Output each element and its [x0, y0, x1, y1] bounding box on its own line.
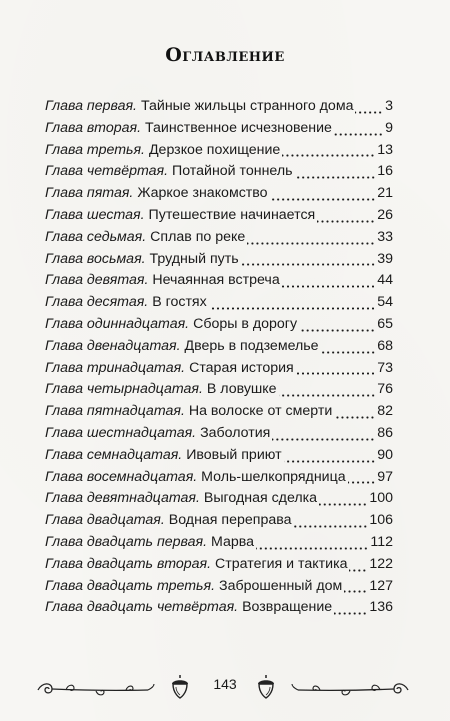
chapter-title: Стратегия и тактика [215, 555, 348, 572]
chapter-number: Глава пятнадцатая. [45, 403, 185, 420]
dot-leader [321, 340, 376, 354]
chapter-title: Сплав по реке [150, 228, 246, 245]
dot-leader [209, 296, 376, 310]
dot-leader [317, 209, 375, 223]
toc-entry [45, 597, 393, 619]
chapter-title: Возвращение [242, 599, 333, 616]
dot-leader [295, 165, 376, 179]
dot-leader [334, 122, 383, 136]
chapter-title: На волоске от смерти [188, 403, 333, 420]
toc-entry [45, 532, 393, 554]
chapter-page-number: 16 [377, 163, 393, 180]
chapter-number: Глава девятая. [45, 272, 149, 289]
chapter-page-number: 127 [369, 577, 393, 594]
dot-leader [256, 536, 368, 550]
dot-leader [284, 449, 376, 463]
dot-leader [294, 514, 368, 528]
chapter-title: Путешествие начинается [148, 206, 316, 223]
dot-leader [348, 470, 376, 484]
chapter-title: В ловушке [206, 381, 277, 398]
dot-leader [319, 492, 367, 506]
chapter-page-number: 9 [385, 119, 393, 136]
chapter-title: Дверь в подземелье [184, 337, 319, 354]
toc-entry [45, 510, 393, 532]
chapter-number: Глава восьмая. [45, 250, 146, 267]
dot-leader [282, 143, 375, 157]
toc-entry [45, 96, 393, 118]
toc-entry [45, 270, 393, 292]
chapter-title: Трудный путь [149, 250, 239, 267]
toc-entry [45, 467, 393, 489]
toc-entry [45, 205, 393, 227]
toc-entry [45, 118, 393, 140]
dot-leader [241, 252, 376, 266]
dot-leader [334, 405, 375, 419]
chapter-page-number: 97 [377, 468, 393, 485]
chapter-page-number: 54 [377, 294, 393, 311]
chapter-page-number: 90 [377, 446, 393, 463]
chapter-page-number: 21 [377, 185, 393, 202]
chapter-page-number: 136 [369, 599, 393, 616]
chapter-number: Глава двадцать третья. [45, 577, 216, 594]
chapter-page-number: 39 [377, 250, 393, 267]
toc-entry [45, 314, 393, 336]
dot-leader [334, 601, 367, 615]
chapter-page-number: 86 [377, 424, 393, 441]
chapter-title: Жаркое знакомство [137, 185, 268, 202]
page-title: Оглавление [165, 44, 285, 66]
chapter-number: Глава шестая. [45, 206, 145, 223]
chapter-page-number: 82 [377, 403, 393, 420]
acorn-icon [254, 674, 278, 700]
chapter-title: Выгодная сделка [203, 490, 318, 507]
chapter-title: Марва [211, 533, 255, 550]
chapter-number: Глава пятая. [45, 185, 134, 202]
toc-entry [45, 358, 393, 380]
chapter-page-number: 112 [370, 533, 393, 550]
chapter-page-number: 44 [377, 272, 393, 289]
chapter-title: Заболотия [200, 424, 271, 441]
dot-leader [344, 579, 367, 593]
chapter-number: Глава вторая. [45, 119, 142, 136]
dot-leader [349, 558, 367, 572]
chapter-number: Глава двенадцатая. [45, 337, 181, 354]
chapter-number: Глава шестнадцатая. [45, 424, 197, 441]
chapter-title: Заброшенный дом [219, 577, 343, 594]
chapter-page-number: 100 [369, 490, 393, 507]
chapter-page-number: 3 [385, 98, 393, 114]
toc-entry [45, 576, 393, 598]
toc-entry [45, 401, 393, 423]
toc-entry [45, 140, 393, 162]
chapter-number: Глава четырнадцатая. [45, 381, 203, 398]
toc-entry [45, 488, 393, 510]
chapter-page-number: 106 [369, 512, 393, 529]
dot-leader [296, 361, 376, 375]
chapter-page-number: 33 [377, 228, 393, 245]
chapter-title: Нечаянная встреча [152, 272, 280, 289]
chapter-page-number: 65 [377, 315, 393, 332]
toc-entry [45, 161, 393, 183]
chapter-number: Глава тринадцатая. [45, 359, 186, 376]
dot-leader [299, 318, 375, 332]
chapter-number: Глава седьмая. [45, 228, 147, 245]
dot-leader [355, 100, 383, 114]
chapter-page-number: 73 [377, 359, 393, 376]
toc-entry [45, 292, 393, 314]
chapter-title: Ивовый приют [186, 446, 282, 463]
chapter-title: Сборы в дорогу [193, 315, 298, 332]
chapter-number: Глава двадцать первая. [45, 533, 208, 550]
dot-leader [270, 187, 376, 201]
toc-entry [45, 554, 393, 576]
scroll-flourish-icon [290, 678, 410, 700]
chapter-number: Глава первая. [45, 98, 138, 114]
chapter-page-number: 76 [377, 381, 393, 398]
dot-leader [247, 231, 375, 245]
chapter-number: Глава восемнадцатая. [45, 468, 198, 485]
dot-leader [279, 383, 376, 397]
chapter-title: Водная переправа [168, 512, 292, 529]
chapter-number: Глава третья. [45, 141, 145, 158]
chapter-number: Глава десятая. [45, 294, 149, 311]
chapter-number: Глава двадцать вторая. [45, 555, 212, 572]
chapter-title: Дерзкое похищение [148, 141, 281, 158]
chapter-page-number: 13 [377, 141, 393, 158]
chapter-title: В гостях [152, 294, 207, 311]
table-of-contents [45, 96, 393, 619]
chapter-number: Глава одиннадцатая. [45, 315, 190, 332]
page-footer [0, 672, 450, 702]
chapter-title: Таинственное исчезновение [144, 119, 332, 136]
chapter-title: Потайной тоннель [172, 163, 293, 180]
toc-entry [45, 379, 393, 401]
dot-leader [272, 427, 375, 441]
toc-entry [45, 249, 393, 271]
dot-leader [282, 274, 376, 288]
chapter-number: Глава семнадцатая. [45, 446, 183, 463]
chapter-number: Глава двадцать четвёртая. [45, 599, 239, 616]
chapter-title: Тайные жильцы странного дома [140, 98, 354, 114]
page-number: 143 [213, 676, 237, 692]
chapter-number: Глава девятнадцатая. [45, 490, 200, 507]
toc-entry [45, 445, 393, 467]
chapter-page-number: 122 [369, 555, 393, 572]
toc-entry [45, 423, 393, 445]
chapter-number: Глава четвёртая. [45, 163, 169, 180]
chapter-title: Старая история [189, 359, 294, 376]
toc-entry [45, 183, 393, 205]
chapter-number: Глава двадцатая. [45, 512, 165, 529]
toc-entry [45, 336, 393, 358]
chapter-page-number: 68 [377, 337, 393, 354]
chapter-title: Моль-шелкопрядница [201, 468, 346, 485]
chapter-page-number: 26 [377, 206, 393, 223]
toc-entry [45, 227, 393, 249]
